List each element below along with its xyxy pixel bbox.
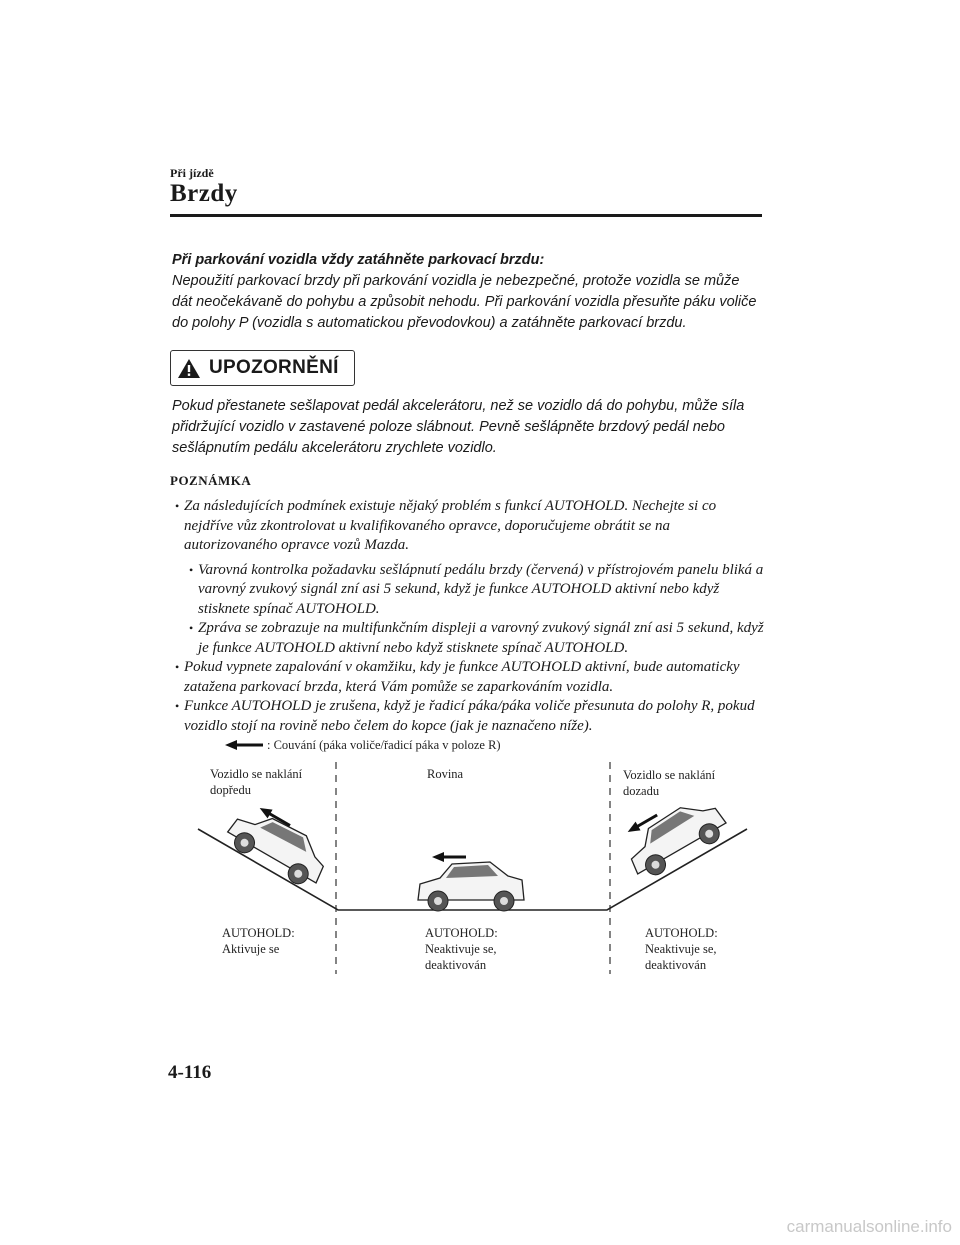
list-item: • Varovná kontrolka požadavku sešlápnutí pedálu brzdy (červená) v přístrojovém panelu bliká a varovný zvukový signál zní asi 5 sekund, když je funkce AUTOHOLD aktivní nebo když stisknete spínač AUTOHOLD.: [189, 561, 764, 617]
status-forward-1: AUTOHOLD:: [222, 926, 295, 940]
zone-title-backward-2: dozadu: [623, 784, 660, 798]
note-list: [172, 497, 764, 736]
status-backward-1: AUTOHOLD:: [645, 926, 718, 940]
zone-title-backward: Vozidlo se naklání: [623, 768, 716, 782]
list-item: • Funkce AUTOHOLD je zrušena, když je řadicí páka/páka voliče přesunuta do polohy R, pokud vozidlo stojí na rovině nebo čelem do kopce (jak je naznačeno níže).: [175, 698, 755, 734]
status-flat-2: Neaktivuje se,: [425, 942, 497, 956]
page-number: 4-116: [168, 1062, 212, 1083]
status-backward-3: deaktivován: [645, 958, 707, 972]
warning-block: [172, 250, 762, 334]
status-flat-1: AUTOHOLD:: [425, 926, 498, 940]
watermark: carmanualsonline.info: [786, 1217, 952, 1236]
reverse-arrow-icon: [225, 740, 263, 750]
diagram-legend: : Couvání (páka voliče/řadicí páka v poloze R): [267, 738, 501, 752]
caution-body: Pokud přestanete sešlapovat pedál akcelerátoru, než se vozidlo dá do pohybu, může síla přidržující vozidlo v zastavené poloze slábnout. Pevně sešlápněte brzdový pedál nebo sešlápnutím pedálu akcelerátoru zrychlete vozidlo.: [172, 398, 745, 456]
note-label: POZNÁMKA: [170, 473, 252, 488]
zone-title-flat: Rovina: [427, 767, 464, 781]
page-title: Brzdy: [170, 180, 238, 207]
zone-title-forward-2: dopředu: [210, 783, 251, 797]
caution-box: [170, 350, 355, 386]
reverse-arrow-flat: [432, 852, 466, 862]
list-item: • Pokud vypnete zapalování v okamžiku, kdy je funkce AUTOHOLD aktivní, bude automaticky zatažena parkovací brzda, která Vám pomůže se zaparkováním vozidla.: [175, 659, 740, 695]
zone-title-forward: Vozidlo se naklání: [210, 767, 303, 781]
status-flat-3: deaktivován: [425, 958, 487, 972]
car-downhill: [222, 801, 334, 893]
car-flat: [418, 862, 524, 911]
warning-heading: Při parkování vozidla vždy zatáhněte parkovací brzdu:: [172, 252, 545, 268]
warning-body: Nepoužití parkovací brzdy při parkování vozidla je nebezpečné, protože vozidla se může dát neočekávaně do pohybu a způsobit nehodu. Při parkování vozidla přesuňte páku voliče do polohy P (vozidla s automatickou převodovkou) a zatáhněte parkovací brzdu.: [172, 273, 757, 331]
status-forward-2: Aktivuje se: [222, 942, 280, 956]
list-item: • Zpráva se zobrazuje na multifunkčním displeji a varovný zvukový signál zní asi 5 sekund, když je funkce AUTOHOLD aktivní nebo když stisknete spínač AUTOHOLD.: [189, 620, 764, 656]
list-item: • Za následujících podmínek existuje nějaký problém s funkcí AUTOHOLD. Nechejte si co nejdříve vůz zkontrolovat u kvalifikovaného opravce, doporučujeme obrátit se na autorizovaného opravce vozů Mazda.: [175, 498, 717, 553]
status-backward-2: Neaktivuje se,: [645, 942, 717, 956]
title-rule: [170, 214, 762, 217]
warning-triangle-icon: [177, 358, 201, 379]
section-label: Při jízdě: [170, 166, 214, 180]
autohold-slope-diagram: [195, 732, 755, 977]
caution-label: UPOZORNĚNÍ: [209, 357, 339, 378]
